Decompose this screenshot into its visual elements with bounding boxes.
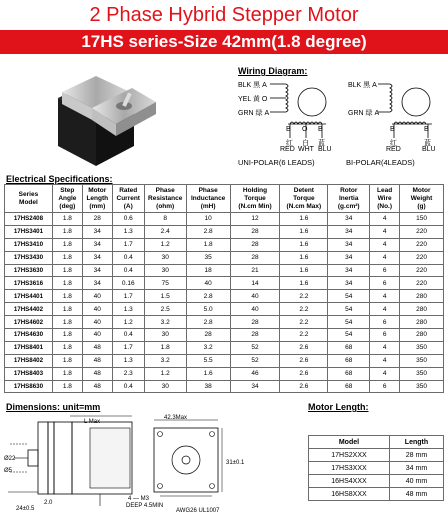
dim-top-width: 42.3Max [164, 415, 188, 421]
model-cell: 17HS2408 [5, 213, 53, 226]
unipolar-letter-3: B [318, 126, 323, 133]
table-cell: 2.3 [112, 367, 144, 380]
table-body [5, 213, 444, 393]
table-cell: 28 [230, 225, 280, 238]
column-header-line: Weight [410, 194, 433, 202]
unipolar-label-3: GRN 绿 A [238, 110, 270, 117]
model-cell: 17HS8403 [5, 367, 53, 380]
column-header [144, 185, 186, 213]
table-cell: 1.6 [280, 225, 328, 238]
table-cell: 1.8 [52, 277, 82, 290]
dimensions-drawing [4, 414, 294, 514]
table-cell: 6 [370, 264, 400, 277]
electrical-specs-title: Electrical Specifications: [6, 174, 113, 184]
table-cell: 52 [230, 341, 280, 354]
bipolar-caption: BI-POLAR(4LEADS) [346, 158, 415, 167]
table-cell: 34 [82, 251, 112, 264]
bipolar-color-en-2: BLU [422, 146, 436, 153]
table-cell: 54 [328, 329, 370, 342]
table-cell: 2.6 [280, 341, 328, 354]
column-header [328, 185, 370, 213]
table-cell: 54 [328, 290, 370, 303]
column-header [400, 185, 444, 213]
table-cell: 28 [230, 329, 280, 342]
table-cell: 2.6 [280, 354, 328, 367]
table-row [5, 380, 444, 393]
table-cell: 1.2 [144, 367, 186, 380]
table-cell: 30 [144, 251, 186, 264]
table-cell: 4 [370, 213, 400, 226]
unipolar-label-2: YEL 黄 O [238, 96, 268, 103]
table-cell: 14 [230, 277, 280, 290]
column-header-line: Torque [244, 194, 266, 202]
table-row [5, 341, 444, 354]
column-header [5, 185, 53, 213]
unipolar-letter-1: B [286, 126, 291, 133]
model-cell: 17HS8630 [5, 380, 53, 393]
column-header-line: Length [86, 194, 109, 202]
table-cell: 5.0 [186, 303, 230, 316]
column-header-line: Holding [242, 186, 268, 194]
table-row [5, 316, 444, 329]
model-cell: 17HS8401 [5, 341, 53, 354]
table-cell: 30 [144, 380, 186, 393]
unipolar-color-cn-2: 白 [302, 140, 309, 147]
table-cell: 1.8 [52, 329, 82, 342]
bipolar-color-en-1: RED [386, 146, 401, 153]
table-cell: 2.2 [280, 329, 328, 342]
table-cell: 4 [370, 225, 400, 238]
table-cell: 280 [400, 290, 444, 303]
motor-length-title: Motor Length: [308, 402, 369, 412]
table-cell: 34 [328, 251, 370, 264]
table-cell: 54 [328, 316, 370, 329]
table-cell: 40 [186, 277, 230, 290]
table-cell: 1.3 [112, 225, 144, 238]
column-header [370, 185, 400, 213]
table-cell: 0.4 [112, 380, 144, 393]
table-cell: 350 [400, 341, 444, 354]
table-row [5, 367, 444, 380]
motor-length-value: 40 mm [389, 475, 443, 488]
table-cell: 40 [82, 329, 112, 342]
table-cell: 12 [230, 213, 280, 226]
column-header-line: Angle [58, 194, 77, 202]
table-cell: 2.8 [186, 316, 230, 329]
table-cell: 280 [400, 316, 444, 329]
column-header-line: Resistance [148, 194, 183, 202]
motor-length-value: 28 mm [389, 449, 443, 462]
model-cell: 17HS3410 [5, 238, 53, 251]
wiring-diagram-title: Wiring Diagram: [238, 66, 308, 76]
model-cell: 17HS4401 [5, 290, 53, 303]
table-cell: 0.16 [112, 277, 144, 290]
table-row [5, 354, 444, 367]
motor-length-header-model: Model [309, 436, 390, 449]
table-cell: 1.3 [112, 354, 144, 367]
column-header-line: (mm) [89, 202, 106, 210]
table-cell: 1.8 [52, 367, 82, 380]
table-cell: 4 [370, 303, 400, 316]
table-cell: 3.2 [186, 341, 230, 354]
table-cell: 350 [400, 367, 444, 380]
table-cell: 6 [370, 380, 400, 393]
table-cell: 1.8 [144, 341, 186, 354]
table-cell: 220 [400, 277, 444, 290]
table-row [5, 225, 444, 238]
table-cell: 0.4 [112, 329, 144, 342]
table-cell: 4 [370, 290, 400, 303]
table-cell: 220 [400, 251, 444, 264]
table-cell: 34 [328, 277, 370, 290]
table-cell: 35 [186, 251, 230, 264]
table-cell: 4 [370, 354, 400, 367]
table-cell: 1.8 [52, 225, 82, 238]
table-cell: 28 [186, 329, 230, 342]
dim-thread: 4 — M3 [128, 496, 150, 502]
table-row [309, 462, 444, 475]
column-header-line: (A) [123, 202, 133, 210]
table-cell: 2.2 [280, 290, 328, 303]
motor-length-model: 16HS8XXX [309, 488, 390, 501]
table-cell: 1.6 [280, 213, 328, 226]
table-cell: 34 [82, 264, 112, 277]
column-header-line: Inductance [190, 194, 226, 202]
model-cell: 17HS3401 [5, 225, 53, 238]
table-cell: 1.2 [144, 238, 186, 251]
table-cell: 1.8 [186, 238, 230, 251]
motor-length-value: 34 mm [389, 462, 443, 475]
table-cell: 2.4 [144, 225, 186, 238]
unipolar-label-1: BLK 黑 A [238, 82, 267, 89]
table-cell: 280 [400, 329, 444, 342]
table-cell: 34 [82, 238, 112, 251]
table-cell: 40 [82, 303, 112, 316]
table-cell: 6 [370, 316, 400, 329]
motor-length-model: 17HS2XXX [309, 449, 390, 462]
table-cell: 280 [400, 303, 444, 316]
table-cell: 34 [328, 213, 370, 226]
electrical-specs-table [4, 184, 444, 393]
model-cell: 17HS4630 [5, 329, 53, 342]
column-header-line: Rated [119, 186, 138, 194]
table-cell: 1.6 [280, 238, 328, 251]
table-cell: 2.2 [280, 303, 328, 316]
column-header-line: Current [116, 194, 140, 202]
column-header-line: Motor [412, 186, 431, 194]
table-cell: 0.4 [112, 264, 144, 277]
table-cell: 2.2 [280, 316, 328, 329]
dim-l-max: L Max [84, 419, 101, 425]
bipolar-color-cn-2: 蓝 [424, 140, 431, 147]
table-cell: 1.6 [186, 367, 230, 380]
table-cell: 48 [82, 367, 112, 380]
table-cell: 68 [328, 367, 370, 380]
table-cell: 48 [82, 354, 112, 367]
table-cell: 1.8 [52, 290, 82, 303]
table-cell: 1.7 [112, 238, 144, 251]
table-cell: 3.2 [144, 354, 186, 367]
table-cell: 4 [370, 238, 400, 251]
unipolar-color-cn-3: 蓝 [318, 140, 325, 147]
table-cell: 28 [82, 213, 112, 226]
table-cell: 30 [144, 264, 186, 277]
table-cell: 48 [82, 341, 112, 354]
dim-shaft-length: 24±0.5 [16, 506, 35, 512]
table-header-row [5, 185, 444, 213]
table-cell: 150 [400, 213, 444, 226]
model-cell: 17HS3630 [5, 264, 53, 277]
table-row [5, 290, 444, 303]
table-cell: 1.8 [52, 213, 82, 226]
page-title: 2 Phase Hybrid Stepper Motor [89, 4, 359, 26]
table-cell: 40 [230, 303, 280, 316]
dim-diameter-b: Ø5 [4, 468, 13, 474]
column-header-line: (g.cm²) [337, 202, 360, 210]
table-cell: 6 [370, 277, 400, 290]
table-cell: 34 [328, 264, 370, 277]
table-cell: 6 [370, 329, 400, 342]
model-cell: 17HS4602 [5, 316, 53, 329]
table-cell: 3.2 [144, 316, 186, 329]
column-header-line: (ohm) [156, 202, 175, 210]
column-header-line: Phase [155, 186, 175, 194]
table-cell: 1.6 [280, 251, 328, 264]
table-cell: 2.5 [144, 303, 186, 316]
table-cell: 2.6 [280, 380, 328, 393]
table-cell: 46 [230, 367, 280, 380]
bipolar-letter-1: B [390, 126, 395, 133]
table-cell: 68 [328, 341, 370, 354]
column-header-line: Inertia [338, 194, 359, 202]
table-row [5, 329, 444, 342]
page-subtitle-banner: 17HS series-Size 42mm(1.8 degree) [0, 30, 448, 54]
motor-length-header-row [309, 436, 444, 449]
table-cell: 350 [400, 354, 444, 367]
table-cell: 1.8 [52, 354, 82, 367]
table-cell: 350 [400, 380, 444, 393]
table-cell: 10 [186, 213, 230, 226]
stepper-motor-image [52, 62, 162, 168]
table-cell: 220 [400, 238, 444, 251]
column-header-line: (deg) [59, 202, 76, 210]
table-cell: 5.5 [186, 354, 230, 367]
motor-length-header-length: Length [389, 436, 443, 449]
column-header [230, 185, 280, 213]
table-cell: 1.8 [52, 264, 82, 277]
table-row [5, 213, 444, 226]
table-cell: 1.8 [52, 303, 82, 316]
column-header [112, 185, 144, 213]
bipolar-letter-2: B [424, 126, 429, 133]
table-cell: 2.8 [186, 225, 230, 238]
bipolar-color-cn-1: 红 [390, 140, 397, 147]
table-row [309, 488, 444, 501]
table-cell: 28 [230, 251, 280, 264]
table-cell: 1.8 [52, 341, 82, 354]
table-cell: 1.5 [144, 290, 186, 303]
column-header-line: Detent [293, 186, 314, 194]
column-header-line: Series [18, 190, 39, 198]
table-row [309, 449, 444, 462]
table-cell: 30 [144, 329, 186, 342]
table-row [5, 238, 444, 251]
table-cell: 34 [328, 225, 370, 238]
model-cell: 17HS3430 [5, 251, 53, 264]
dimensions-title: Dimensions: unit=mm [6, 402, 101, 412]
dim-lead-length: 2.0 [44, 500, 53, 506]
dim-deep: DEEP 4.5MIN [126, 503, 164, 509]
table-cell: 40 [82, 316, 112, 329]
column-header-line: Torque [293, 194, 315, 202]
table-cell: 1.7 [112, 290, 144, 303]
table-cell: 34 [328, 238, 370, 251]
column-header [82, 185, 112, 213]
column-header-line: Model [19, 198, 38, 206]
table-cell: 0.6 [112, 213, 144, 226]
unipolar-color-en-1: RED [280, 146, 295, 153]
table-cell: 4 [370, 367, 400, 380]
column-header-line: (N.cm Max) [286, 202, 322, 210]
table-cell: 75 [144, 277, 186, 290]
table-cell: 1.8 [52, 251, 82, 264]
bipolar-label-2: GRN 绿 A [348, 110, 380, 117]
table-cell: 1.7 [112, 341, 144, 354]
dim-diameter-a: Ø22 [4, 456, 16, 462]
table-cell: 2.8 [186, 290, 230, 303]
table-cell: 18 [186, 264, 230, 277]
column-header-line: Rotor [340, 186, 358, 194]
wiring-diagram [236, 76, 442, 168]
table-cell: 1.8 [52, 316, 82, 329]
table-cell: 28 [230, 316, 280, 329]
table-row [5, 264, 444, 277]
unipolar-letter-2: O [302, 126, 308, 133]
table-row [5, 303, 444, 316]
table-row [309, 475, 444, 488]
table-cell: 48 [82, 380, 112, 393]
table-cell: 40 [230, 290, 280, 303]
table-cell: 38 [186, 380, 230, 393]
column-header [280, 185, 328, 213]
column-header [186, 185, 230, 213]
table-cell: 34 [82, 277, 112, 290]
table-cell: 68 [328, 354, 370, 367]
table-cell: 220 [400, 225, 444, 238]
bipolar-label-1: BLK 黑 A [348, 82, 377, 89]
motor-length-value: 48 mm [389, 488, 443, 501]
table-cell: 1.3 [112, 303, 144, 316]
table-cell: 0.4 [112, 251, 144, 264]
model-cell: 17HS3616 [5, 277, 53, 290]
column-header-line: Wire [377, 194, 392, 202]
table-cell: 34 [82, 225, 112, 238]
table-cell: 54 [328, 303, 370, 316]
table-cell: 68 [328, 380, 370, 393]
table-cell: 1.6 [280, 264, 328, 277]
column-header-line: (No.) [377, 202, 393, 210]
table-cell: 1.8 [52, 380, 82, 393]
unipolar-color-cn-1: 红 [286, 140, 293, 147]
table-cell: 52 [230, 354, 280, 367]
dim-width-tol: 31±0.1 [226, 460, 245, 466]
table-cell: 1.6 [280, 277, 328, 290]
bipolar-coil-diagram [374, 78, 442, 140]
table-cell: 220 [400, 264, 444, 277]
motor-length-model: 16HS4XXX [309, 475, 390, 488]
column-header-line: Lead [377, 186, 393, 194]
motor-length-table [308, 435, 444, 501]
table-cell: 2.6 [280, 367, 328, 380]
table-cell: 1.2 [112, 316, 144, 329]
column-header-line: Step [60, 186, 75, 194]
column-header-line: Phase [198, 186, 218, 194]
model-cell: 17HS8402 [5, 354, 53, 367]
dim-awg: AWG26 UL1007 [176, 508, 220, 514]
unipolar-color-en-3: BLU [318, 146, 332, 153]
table-cell: 28 [230, 238, 280, 251]
table-cell: 40 [82, 290, 112, 303]
table-cell: 21 [230, 264, 280, 277]
column-header-line: (g) [417, 202, 426, 210]
table-cell: 34 [230, 380, 280, 393]
table-row [5, 277, 444, 290]
column-header [52, 185, 82, 213]
column-header-line: (N.cm Min) [238, 202, 272, 210]
unipolar-color-en-2: WHT [298, 146, 314, 153]
motor-length-model: 17HS3XXX [309, 462, 390, 475]
table-cell: 4 [370, 251, 400, 264]
unipolar-caption: UNI-POLAR(6 LEADS) [238, 158, 315, 167]
column-header-line: Motor [88, 186, 107, 194]
table-cell: 8 [144, 213, 186, 226]
column-header-line: (mH) [200, 202, 216, 210]
table-cell: 4 [370, 341, 400, 354]
table-row [5, 251, 444, 264]
table-cell: 1.8 [52, 238, 82, 251]
model-cell: 17HS4402 [5, 303, 53, 316]
